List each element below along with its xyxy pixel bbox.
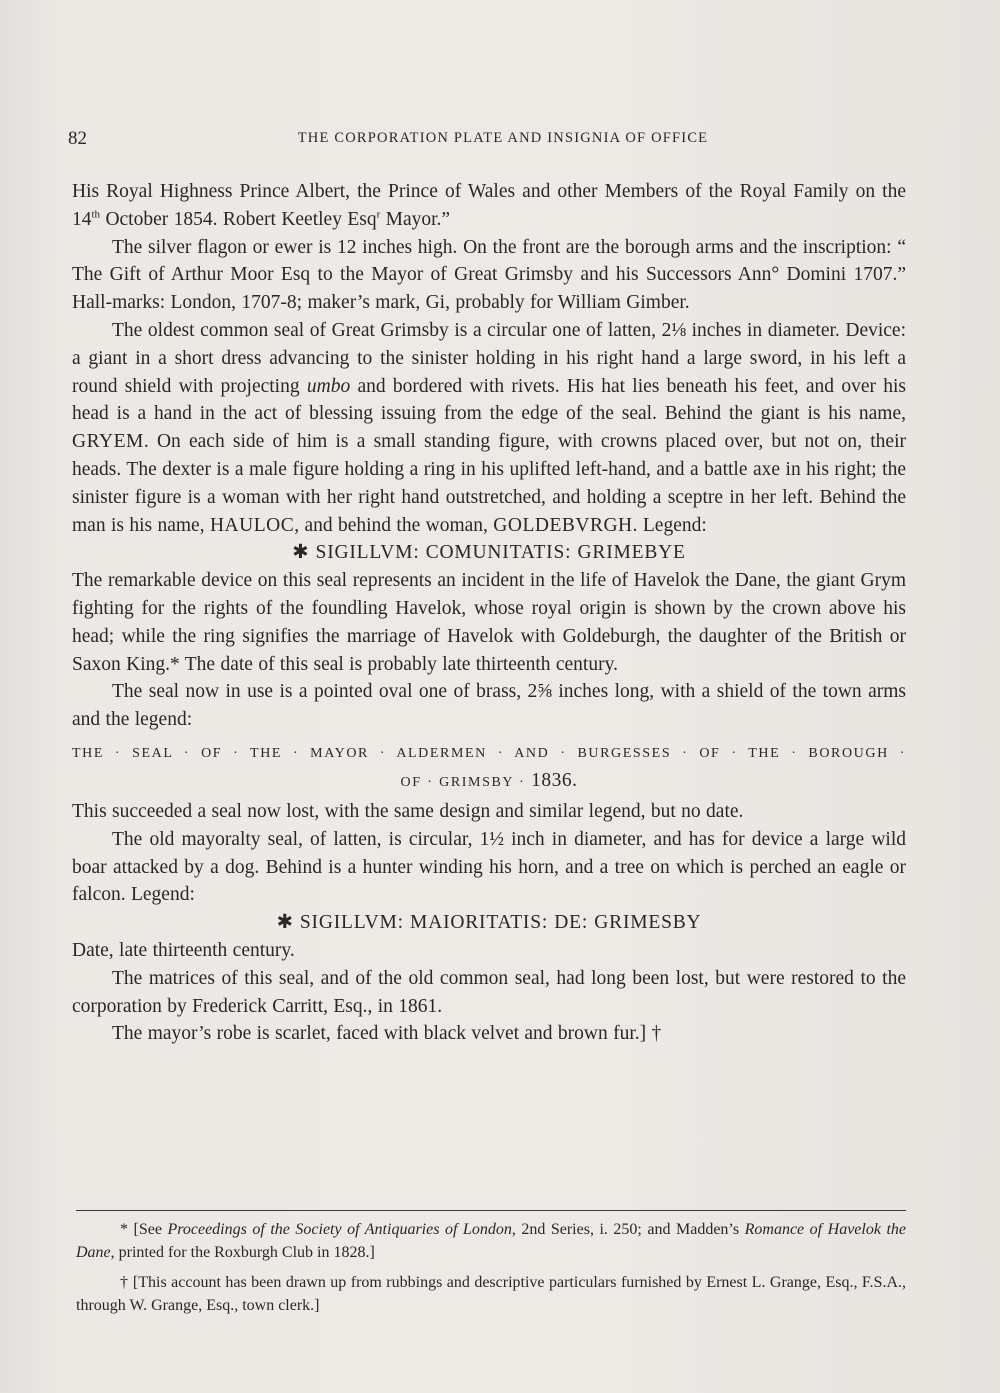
- paragraph-1: [72, 178, 906, 234]
- footnote-1-text-b: , 2nd Series, i. 250; and Madden’s: [511, 1221, 745, 1238]
- common-seal-text-a: The oldest common seal of Great Grimsby is a circular one of latten, 2⅛ inches in diameter. Device: a giant in a short dress advancing to the sinister holding in his right hand a large sword, in his left a round shield with projecting: [72, 319, 906, 397]
- running-head: THE CORPORATION PLATE AND INSIGNIA OF OFFICE: [297, 130, 709, 146]
- paragraph-common-seal: [72, 317, 906, 539]
- footnote-2: † [This account has been drawn up from rubbings and descriptive particulars furnished by Ernest L. Grange, Esq., F.S.A., through W. Grange, Esq., town clerk.]: [76, 1274, 906, 1314]
- paragraph-date: Date, late thirteenth century.: [72, 939, 295, 961]
- paragraph-matrices: The matrices of this seal, and of the old common seal, had long been lost, but were restored to the corporation by Frederick Carritt, Esq., in 1861.: [72, 967, 906, 1017]
- legend-seal-in-use-line-1: THE · SEAL · OF · THE · MAYOR · ALDERMEN · AND · BURGESSES · OF · THE · BOROUGH ·: [72, 745, 906, 761]
- footnotes: [76, 1218, 906, 1324]
- footnote-1-text-c: , printed for the Roxburgh Club in 1828.]: [110, 1244, 375, 1261]
- name-gryem: GRYEM: [72, 431, 144, 453]
- name-goldeburgh: GOLDEBVRGH: [493, 514, 633, 536]
- footnote-1-italic-romance: Romance of Havelok the Dane: [76, 1221, 906, 1261]
- legend-mayoralty-seal: ✱ SIGILLVM: MAIORITATIS: DE: GRIMESBY: [276, 912, 702, 934]
- paragraph-1-text-b: October 1854. Robert Keetley Esq: [100, 208, 377, 230]
- common-seal-text-d: , and behind the woman,: [294, 514, 494, 536]
- footnote-rule: [76, 1210, 906, 1211]
- legend-seal-in-use-year: 1836.: [531, 769, 578, 791]
- superscript-th: th: [91, 208, 101, 221]
- common-seal-text-e: . Legend:: [632, 514, 707, 536]
- paragraph-1-text-a: His Royal Highness Prince Albert, the Prince of Wales and other Members of the Royal Family on the 14: [72, 181, 906, 230]
- footnote-1-italic-proceedings: Proceedings of the Society of Antiquaries of London: [167, 1221, 512, 1238]
- legend-seal-in-use: [72, 740, 906, 796]
- paragraph-mayoralty-seal: The old mayoralty seal, of latten, is circular, 1½ inch in diameter, and has for device a large wild boar attacked by a dog. Behind is a hunter winding his horn, and a tree on which is perched an eagle or falcon. Legend:: [72, 828, 906, 906]
- footnote-1-text-a: * [See: [120, 1221, 168, 1238]
- body-text: [72, 178, 906, 1048]
- common-seal-text-b: and bordered with rivets. His hat lies beneath his feet, and over his head is a hand in the act of blessing issuing from the edge of the seal. Behind the giant is his name,: [72, 375, 906, 425]
- legend-common-seal: ✱ SIGILLVM: COMUNITATIS: GRIMEBYE: [292, 542, 686, 564]
- page-number: 82: [68, 128, 87, 149]
- paragraph-seal-in-use: The seal now in use is a pointed oval one of brass, 2⅝ inches long, with a shield of the town arms and the legend:: [72, 681, 906, 731]
- paragraph-robe: The mayor’s robe is scarlet, faced with black velvet and brown fur.] †: [112, 1023, 662, 1045]
- common-seal-text-c: . On each side of him is a small standing figure, with crowns placed over, but not on, their heads. The dexter is a male figure holding a ring in his uplifted left-hand, and a battle axe in his right; the sinister figure is a woman with her right hand outstretched, and holding a sceptre in her left. Behind the man is his name,: [72, 431, 906, 536]
- legend-seal-in-use-line-2-text: OF · GRIMSBY ·: [400, 774, 526, 790]
- paragraph-havelok: The remarkable device on this seal represents an incident in the life of Havelok the Dane, the giant Grym fighting for the rights of the foundling Havelok, whose royal origin is shown by the crown above his head; while the ring signifies the marriage of Havelok with Goldeburgh, the daughter of the British or Saxon King.* The date of this seal is probably late thirteenth century.: [72, 570, 906, 675]
- umbo-italic: umbo: [306, 375, 351, 397]
- legend-seal-in-use-line-2: [72, 767, 906, 796]
- footnote-1: [76, 1218, 906, 1264]
- paragraph-1-text-c: Mayor.”: [380, 208, 451, 230]
- name-hauloc: HAULOC: [209, 514, 295, 536]
- paragraph-flagon: The silver flagon or ewer is 12 inches high. On the front are the borough arms and the inscription: “ The Gift of Arthur Moor Esq to the Mayor of Great Grimsby and his Successors Ann° Domini 1707.” Hall-marks: London, 1707-8; maker’s mark, Gi, probably for William Gimber.: [72, 236, 906, 314]
- paragraph-succeeded: This succeeded a seal now lost, with the same design and similar legend, but no date.: [72, 800, 744, 822]
- page-header: [68, 128, 908, 152]
- superscript-r: r: [376, 208, 381, 221]
